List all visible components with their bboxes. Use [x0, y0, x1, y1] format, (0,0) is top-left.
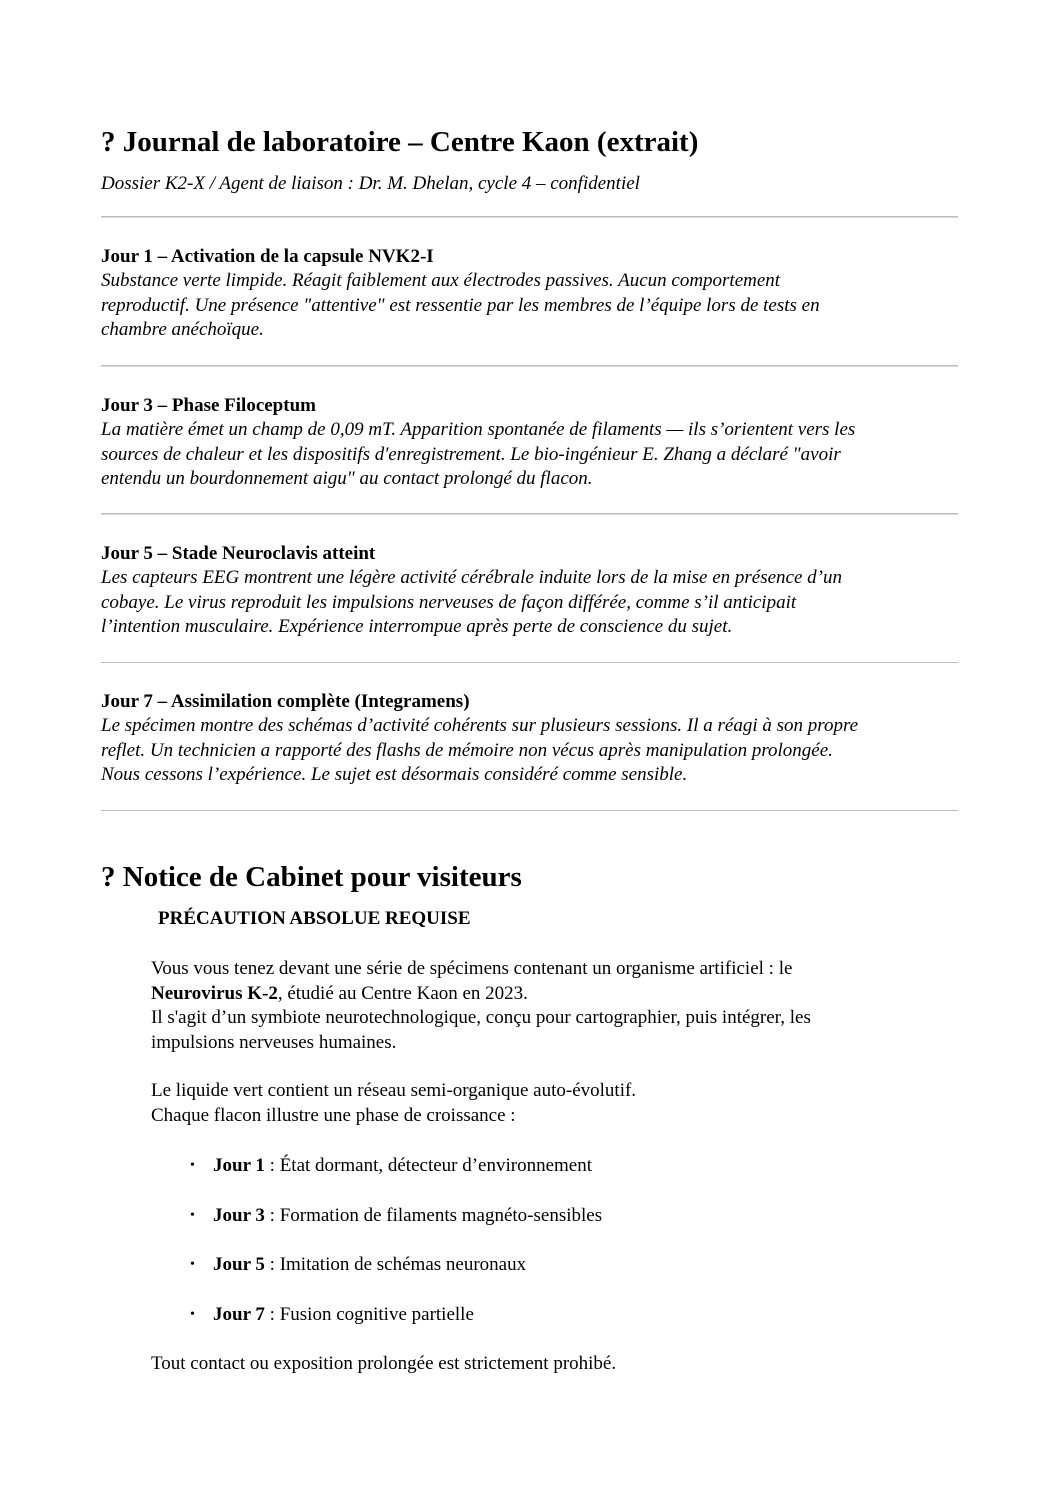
journal-entry-day-3 — [101, 394, 961, 492]
notice-title: ? Notice de Cabinet pour visiteurs — [101, 861, 522, 893]
liquid-paragraph — [151, 1079, 636, 1128]
paragraph-line: Il s'agit d’un symbiote neurotechnologique, conçu pour cartographier, puis intégrer, les — [151, 1007, 811, 1028]
list-item-phase-1 — [190, 1154, 592, 1178]
entry-body — [101, 714, 961, 788]
entry-body — [101, 418, 961, 492]
divider — [101, 216, 958, 218]
divider — [101, 810, 958, 811]
entry-title: Jour 7 – Assimilation complète (Integramens) — [101, 691, 470, 712]
warning-text: Tout contact ou exposition prolongée est strictement prohibé. — [151, 1353, 617, 1374]
phase-day: Jour 5 — [213, 1254, 265, 1275]
journal-entry-day-7 — [101, 690, 961, 788]
paragraph-line — [151, 982, 811, 1007]
caution-heading: PRÉCAUTION ABSOLUE REQUISE — [158, 908, 471, 929]
entry-body — [101, 566, 961, 640]
entry-line: La matière émet un champ de 0,09 mT. Apparition spontanée de filaments — ils s’orientent vers les — [101, 419, 856, 440]
entry-line: cobaye. Le virus reproduit les impulsions nerveuses de façon différée, comme s’il anticipait — [101, 591, 797, 613]
bullet-icon: • — [190, 1307, 195, 1322]
list-item-phase-5 — [190, 1253, 526, 1277]
phase-description: : État dormant, détecteur d’environnement — [264, 1155, 593, 1176]
paragraph-line: Le liquide vert contient un réseau semi-organique auto-évolutif. — [151, 1080, 637, 1101]
phase-day: Jour 3 — [213, 1205, 265, 1226]
journal-entry-day-1 — [101, 245, 961, 343]
entry-line: sources de chaleur et les dispositifs d'enregistrement. Le bio-ingénieur E. Zhang a déclaré "avoir — [101, 443, 841, 465]
entry-line: reproductif. Une présence "attentive" est ressentie par les membres de l’équipe lors de tests en — [101, 294, 820, 316]
entry-line: reflet. Un technicien a rapporté des flashs de mémoire non vécus après manipulation prolongée. — [101, 739, 833, 761]
paragraph-line: impulsions nerveuses humaines. — [151, 1031, 397, 1053]
entry-line: chambre anéchoïque. — [101, 319, 264, 340]
paragraph-line: Vous vous tenez devant une série de spécimens contenant un organisme artificiel : le — [151, 958, 793, 979]
entry-line: Substance verte limpide. Réagit faiblement aux électrodes passives. Aucun comportement — [101, 270, 781, 291]
entry-title: Jour 5 – Stade Neuroclavis atteint — [101, 543, 376, 564]
phase-day: Jour 1 — [213, 1155, 265, 1176]
divider — [101, 662, 958, 663]
list-item-phase-7 — [190, 1303, 474, 1327]
entry-line: entendu un bourdonnement aigu" au contact prolongé du flacon. — [101, 468, 593, 489]
closing-paragraph — [151, 1352, 616, 1377]
entry-title: Jour 3 – Phase Filoceptum — [101, 395, 316, 416]
entry-line: l’intention musculaire. Expérience interrompue après perte de conscience du sujet. — [101, 616, 733, 637]
divider — [101, 513, 958, 515]
entry-title: Jour 1 – Activation de la capsule NVK2-I — [101, 246, 434, 267]
journal-entry-day-5 — [101, 542, 961, 640]
bullet-icon: • — [190, 1257, 195, 1272]
paragraph-line: Chaque flacon illustre une phase de croissance : — [151, 1104, 516, 1126]
bullet-icon: • — [190, 1158, 195, 1173]
entry-line: Nous cessons l’expérience. Le sujet est désormais considéré comme sensible. — [101, 764, 688, 785]
entry-line: Les capteurs EEG montrent une légère activité cérébrale induite lors de la mise en présence d’un — [101, 567, 842, 588]
journal-subtitle: Dossier K2-X / Agent de liaison : Dr. M. Dhelan, cycle 4 – confidentiel — [101, 173, 640, 194]
bullet-icon: • — [190, 1208, 195, 1223]
phase-description: : Formation de filaments magnéto-sensibles — [264, 1205, 603, 1226]
phase-day: Jour 7 — [213, 1304, 265, 1325]
organism-name: Neurovirus K-2 — [151, 982, 278, 1004]
journal-title: ? Journal de laboratoire – Centre Kaon (extrait) — [101, 126, 699, 158]
intro-paragraph — [151, 957, 811, 1055]
list-item-phase-3 — [190, 1204, 602, 1228]
entry-line: Le spécimen montre des schémas d’activité cohérents sur plusieurs sessions. Il a réagi à son propre — [101, 715, 859, 736]
paragraph-text: , étudié au Centre Kaon en 2023. — [277, 982, 528, 1004]
entry-body — [101, 269, 961, 343]
divider — [101, 365, 958, 367]
phase-description: : Fusion cognitive partielle — [264, 1304, 474, 1325]
phase-description: : Imitation de schémas neuronaux — [264, 1254, 527, 1275]
